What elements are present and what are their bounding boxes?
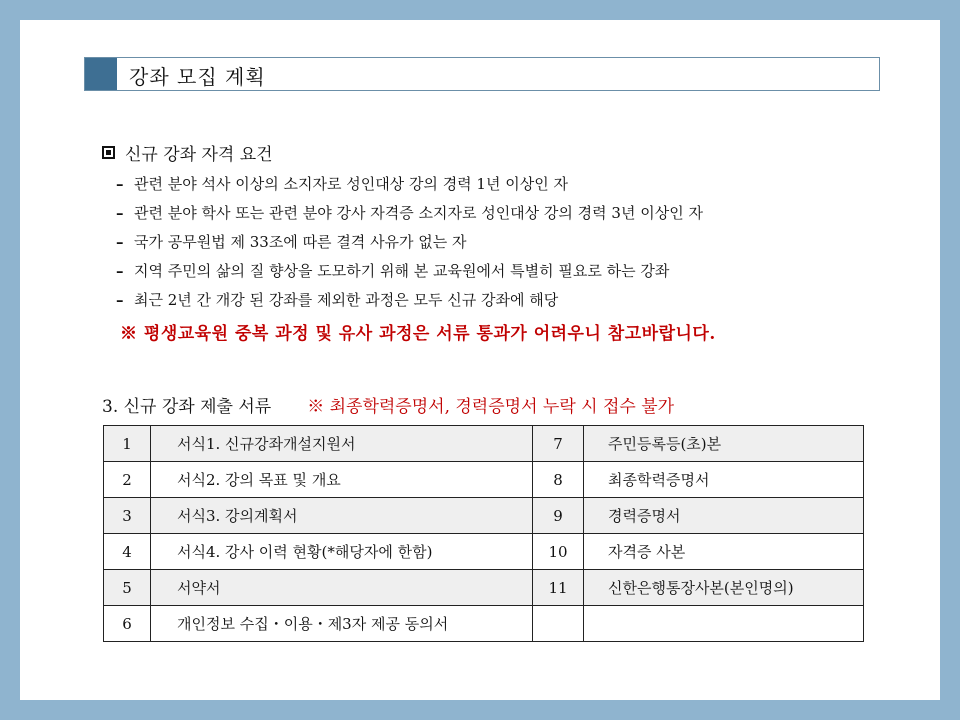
table-cell-document: 신한은행통장사본(본인명의)	[584, 570, 864, 606]
list-item-text: 최근 2년 간 개강 된 강좌를 제외한 과정은 모두 신규 강좌에 해당	[134, 291, 559, 309]
table-row	[104, 426, 864, 462]
table-cell-document: 서식3. 강의계획서	[151, 498, 533, 534]
table-cell-number: 6	[104, 606, 151, 642]
dash-bullet: –	[116, 291, 124, 309]
table-cell-number: 9	[533, 498, 584, 534]
table-cell-number: 8	[533, 462, 584, 498]
table-cell-number: 2	[104, 462, 151, 498]
documents-table	[103, 425, 864, 642]
list-item	[116, 286, 703, 315]
table-cell-number: 11	[533, 570, 584, 606]
requirements-list	[116, 170, 703, 315]
list-item-text: 지역 주민의 삶의 질 향상을 도모하기 위해 본 교육원에서 특별히 필요로 하는 강좌	[134, 262, 670, 280]
table-cell-number: 5	[104, 570, 151, 606]
list-item-text: 관련 분야 석사 이상의 소지자로 성인대상 강의 경력 1년 이상인 자	[134, 175, 568, 193]
list-item	[116, 199, 703, 228]
table-cell-document: 서식2. 강의 목표 및 개요	[151, 462, 533, 498]
table-cell-document: 자격증 사본	[584, 534, 864, 570]
table-cell-document: 서약서	[151, 570, 533, 606]
slide	[20, 20, 940, 700]
documents-note: ※ 최종학력증명서, 경력증명서 누락 시 접수 불가	[307, 397, 675, 417]
documents-heading	[102, 392, 674, 417]
table-cell-number: 3	[104, 498, 151, 534]
table-cell-document: 경력증명서	[584, 498, 864, 534]
dash-bullet: –	[116, 262, 124, 280]
dash-bullet: –	[116, 175, 124, 193]
list-item	[116, 257, 703, 286]
table-cell-document: 주민등록등(초)본	[584, 426, 864, 462]
table-row	[104, 498, 864, 534]
requirements-heading-text: 신규 강좌 자격 요건	[125, 145, 273, 165]
table-row	[104, 606, 864, 642]
title-accent-block	[85, 58, 117, 90]
table-row	[104, 534, 864, 570]
requirements-heading	[102, 140, 273, 165]
dash-bullet: –	[116, 204, 124, 222]
table-row	[104, 462, 864, 498]
list-item	[116, 228, 703, 257]
dash-bullet: –	[116, 233, 124, 251]
table-row	[104, 570, 864, 606]
table-cell-document: 개인정보 수집・이용・제3자 제공 동의서	[151, 606, 533, 642]
list-item-text: 관련 분야 학사 또는 관련 분야 강사 자격증 소지자로 성인대상 강의 경력 3년 이상인 자	[134, 204, 703, 222]
page-title: 강좌 모집 계획	[129, 65, 266, 89]
table-cell-document: 서식4. 강사 이력 현황(*해당자에 한함)	[151, 534, 533, 570]
list-item-text: 국가 공무원법 제 33조에 따른 결격 사유가 없는 자	[134, 233, 467, 251]
table-cell-number: 1	[104, 426, 151, 462]
documents-heading-text: 3. 신규 강좌 제출 서류	[102, 397, 272, 417]
table-cell-number	[533, 606, 584, 642]
requirements-note: ※ 평생교육원 중복 과정 및 유사 과정은 서류 통과가 어려우니 참고바랍니다.	[120, 324, 716, 344]
table-cell-document: 최종학력증명서	[584, 462, 864, 498]
list-item	[116, 170, 703, 199]
table-cell-document	[584, 606, 864, 642]
table-cell-number: 4	[104, 534, 151, 570]
checkbox-square-icon	[102, 146, 115, 159]
title-bar	[84, 57, 880, 91]
table-cell-document: 서식1. 신규강좌개설지원서	[151, 426, 533, 462]
table-cell-number: 7	[533, 426, 584, 462]
table-cell-number: 10	[533, 534, 584, 570]
